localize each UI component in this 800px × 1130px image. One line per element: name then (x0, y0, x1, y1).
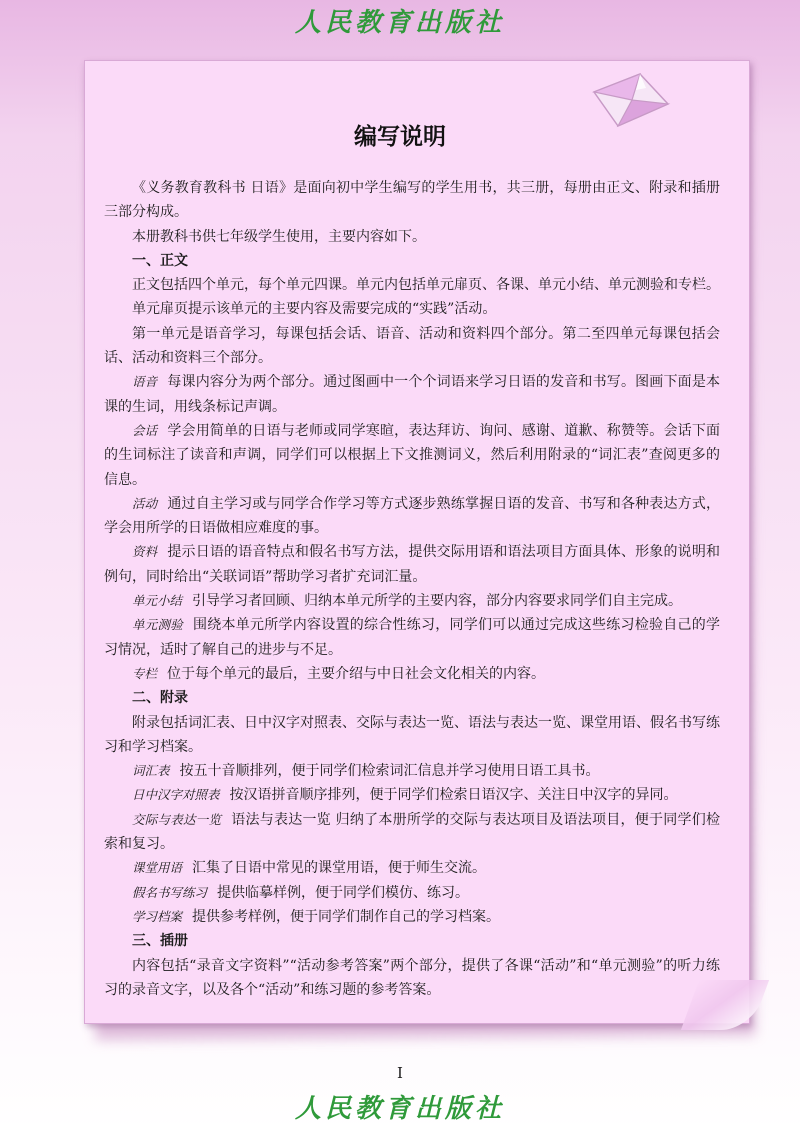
paragraph-text: 《义务教育教科书 日语》是面向初中学生编写的学生用书，共三册，每册由正文、附录和插册三部分构成。 (104, 180, 720, 221)
section-heading: 三、插册 (132, 933, 188, 950)
paragraph-text: 单元扉页提示该单元的主要内容及需要完成的“实践”活动。 (132, 301, 497, 318)
paragraph-text: 内容包括“录音文字资料”“活动参考答案”两个部分，提供了各课“活动”和“单元测验”的听力练习的录音文字，以及各个“活动”和练习题的参考答案。 (104, 957, 720, 998)
paragraph-text: 引导学习者回顾、归纳本单元所学的主要内容，部分内容要求同学们自主完成。 (192, 593, 683, 610)
paragraph-text: 每课内容分为两个部分。通过图画中一个个词语来学习日语的发音和书写。图画下面是本课的生词，用线条标记声调。 (104, 374, 720, 415)
paragraph-text: 提供参考样例，便于同学们制作自己的学习档案。 (192, 908, 501, 925)
term-label: 学习档案 (132, 908, 183, 924)
page-title: 编写说明 (354, 124, 446, 150)
paragraph-text: 本册教科书供七年级学生使用，主要内容如下。 (132, 228, 426, 245)
paragraph (104, 589, 720, 613)
paragraph-text: 位于每个单元的最后，主要介绍与中日社会文化相关的内容。 (167, 665, 546, 682)
term-label: 课堂用语 (132, 860, 183, 876)
term-label: 单元小结 (132, 593, 183, 609)
paragraph (104, 905, 720, 929)
publisher-logo-bottom: 人民教育出版社 (294, 1094, 505, 1124)
paragraph-text: 按五十音顺排列，便于同学们检索词汇信息并学习使用日语工具书。 (179, 763, 600, 780)
paragraph-text: 附录包括词汇表、日中汉字对照表、交际与表达一览、语法与表达一览、课堂用语、假名书写练习和学习档案。 (104, 714, 720, 755)
section-heading: 二、附录 (132, 690, 188, 707)
paragraph (104, 492, 720, 541)
paragraph (104, 176, 720, 225)
term-label: 专栏 (132, 665, 158, 681)
paragraph (104, 711, 720, 760)
term-label: 活动 (132, 495, 158, 511)
paragraph (104, 856, 720, 880)
section-heading: 一、正文 (132, 252, 188, 269)
paragraph-text: 语法与表达一览 归纳了本册所学的交际与表达项目及语法项目，便于同学们检索和复习。 (104, 811, 720, 853)
term-label: 语音 (132, 374, 158, 390)
paragraph-text: 正文包括四个单元，每个单元四课。单元内包括单元扉页、各课、单元小结、单元测验和专栏。 (132, 277, 720, 294)
paragraph-text: 提供临摹样例，便于同学们模仿、练习。 (217, 884, 470, 901)
paragraph-text: 按汉语拼音顺序排列，便于同学们检索日语汉字、关注日中汉字的异同。 (229, 787, 678, 804)
paragraph (104, 881, 720, 905)
paragraph (104, 322, 720, 371)
paragraph (104, 783, 720, 807)
paragraph-text: 第一单元是语音学习，每课包括会话、语音、活动和资料四个部分。第二至四单元每课包括会话、活动和资料三个部分。 (104, 325, 720, 367)
term-label: 假名书写练习 (132, 884, 208, 900)
paragraph (104, 273, 720, 297)
document-body (104, 176, 720, 1002)
paragraph (104, 419, 720, 492)
paragraph (104, 662, 720, 686)
term-label: 单元测验 (132, 617, 183, 633)
paragraph (104, 808, 720, 857)
paragraph (104, 613, 720, 662)
paragraph-text: 通过自主学习或与同学合作学习等方式逐步熟练掌握日语的发音、书写和各种表达方式，学会用所学的日语做相应难度的事。 (104, 495, 720, 537)
term-label: 会话 (132, 422, 158, 438)
term-label: 资料 (132, 544, 158, 560)
paragraph-text: 围绕本单元所学内容设置的综合性练习，同学们可以通过完成这些练习检验自己的学习情况，适时了解自己的进步与不足。 (104, 617, 720, 658)
paragraph (104, 370, 720, 419)
publisher-logo-top: 人民教育出版社 (294, 8, 505, 38)
paragraph (104, 954, 720, 1003)
paragraph (104, 540, 720, 589)
paragraph (104, 225, 720, 249)
term-label: 词汇表 (132, 763, 170, 779)
paragraph-text: 汇集了日语中常见的课堂用语，便于师生交流。 (192, 860, 487, 877)
paragraph-text: 提示日语的语音特点和假名书写方法，提供交际用语和语法项目方面具体、形象的说明和例句，同时给出“关联词语”帮助学习者扩充词汇量。 (104, 544, 720, 585)
paragraph (104, 759, 720, 783)
term-label: 交际与表达一览 (132, 811, 222, 827)
term-label: 日中汉字对照表 (132, 787, 220, 803)
paragraph (104, 297, 720, 321)
page-number: I (397, 1064, 403, 1082)
paragraph-text: 学会用简单的日语与老师或同学寒暄，表达拜访、询问、感谢、道歉、称赞等。会话下面的生词标注了读音和声调，同学们可以根据上下文推测词义，然后利用附录的“词汇表”查阅更多的信息。 (104, 422, 720, 488)
